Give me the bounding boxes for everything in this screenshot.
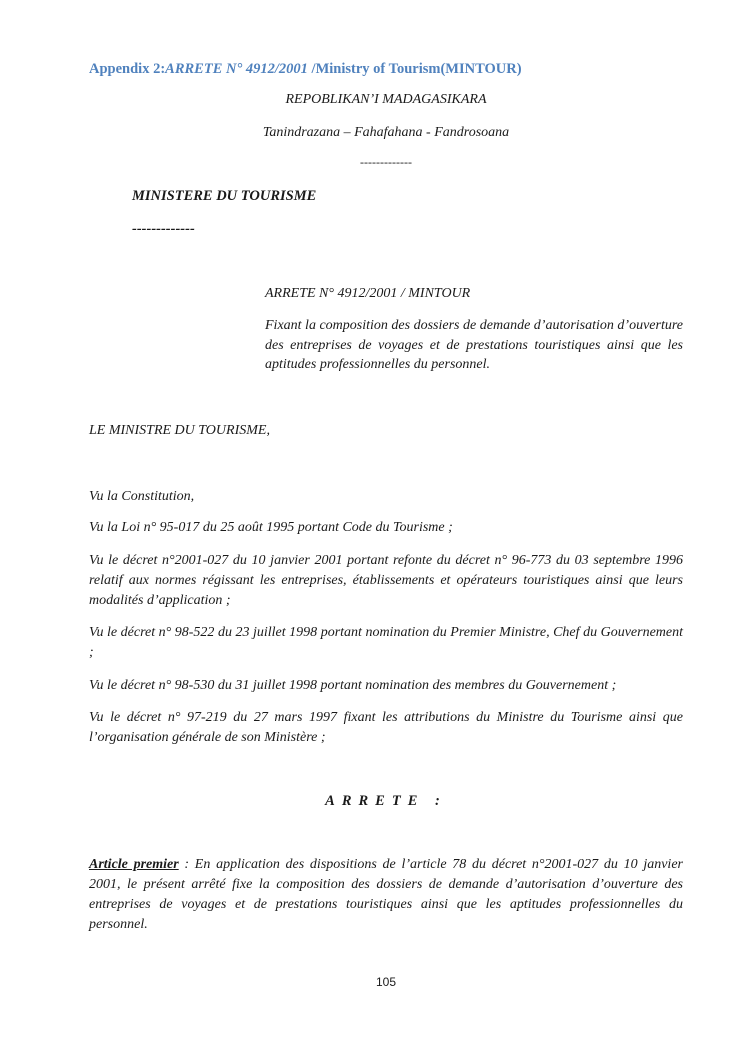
consideration-loi-95-017: Vu la Loi n° 95-017 du 25 août 1995 portant Code du Tourisme ;: [89, 520, 453, 535]
national-motto: Tanindrazana – Fahafahana - Fandrosoana: [262, 125, 510, 140]
ministry-name: MINISTERE DU TOURISME: [132, 188, 317, 204]
decision-heading: ARRETE :: [325, 793, 447, 809]
page-number: 105: [375, 975, 397, 989]
arrete-description: Fixant la composition des dossiers de demande d’autorisation d’ouverture des entreprises de voyages et de prestations touristiques ainsi que les aptitudes professionnelles du personnel.: [265, 318, 683, 372]
consideration-decret-97-219: Vu le décret n° 97-219 du 27 mars 1997 fixant les attributions du Ministre du Tourisme ainsi que l’organisation générale de son Ministère ;: [89, 710, 683, 745]
consideration-decret-2001-027: Vu le décret n°2001-027 du 10 janvier 2001 portant refonte du décret n° 96-773 du 03 septembre 1996 relatif aux normes régissant les entreprises, établissements et opérateurs touristiques ainsi que leurs modalités d’application ;: [89, 553, 683, 608]
republic-name: REPOBLIKAN’I MADAGASIKARA: [285, 92, 487, 107]
consideration-constitution: Vu la Constitution,: [89, 489, 195, 504]
appendix-suffix: /Ministry of Tourism(MINTOUR): [307, 61, 522, 77]
article-label: Article premier: [89, 857, 179, 872]
appendix-heading: [89, 61, 522, 78]
arrete-title: ARRETE N° 4912/2001 / MINTOUR: [265, 286, 471, 301]
appendix-prefix: Appendix 2:: [89, 61, 166, 77]
ministry-separator: -------------: [132, 221, 195, 237]
consideration-decret-98-530: Vu le décret n° 98-530 du 31 juillet 1998 portant nomination des membres du Gouvernement ;: [89, 678, 617, 693]
article-premier: [89, 855, 683, 935]
minister-line: LE MINISTRE DU TOURISME,: [89, 423, 270, 438]
header-separator: -------------: [360, 155, 412, 169]
article-text: : En application des dispositions de l’article 78 du décret n°2001-027 du 10 janvier 2001, le présent arrêté fixe la composition des dossiers de demande d’autorisation d’ouverture des entreprises de voyages et de prestations touristiques ainsi que les aptitudes professionnelles du personnel.: [89, 857, 683, 932]
appendix-arrete-ref: ARRETE N° 4912/2001: [165, 61, 308, 77]
consideration-decret-98-522: Vu le décret n° 98-522 du 23 juillet 1998 portant nomination du Premier Ministre, Chef du Gouvernement ;: [89, 625, 683, 660]
